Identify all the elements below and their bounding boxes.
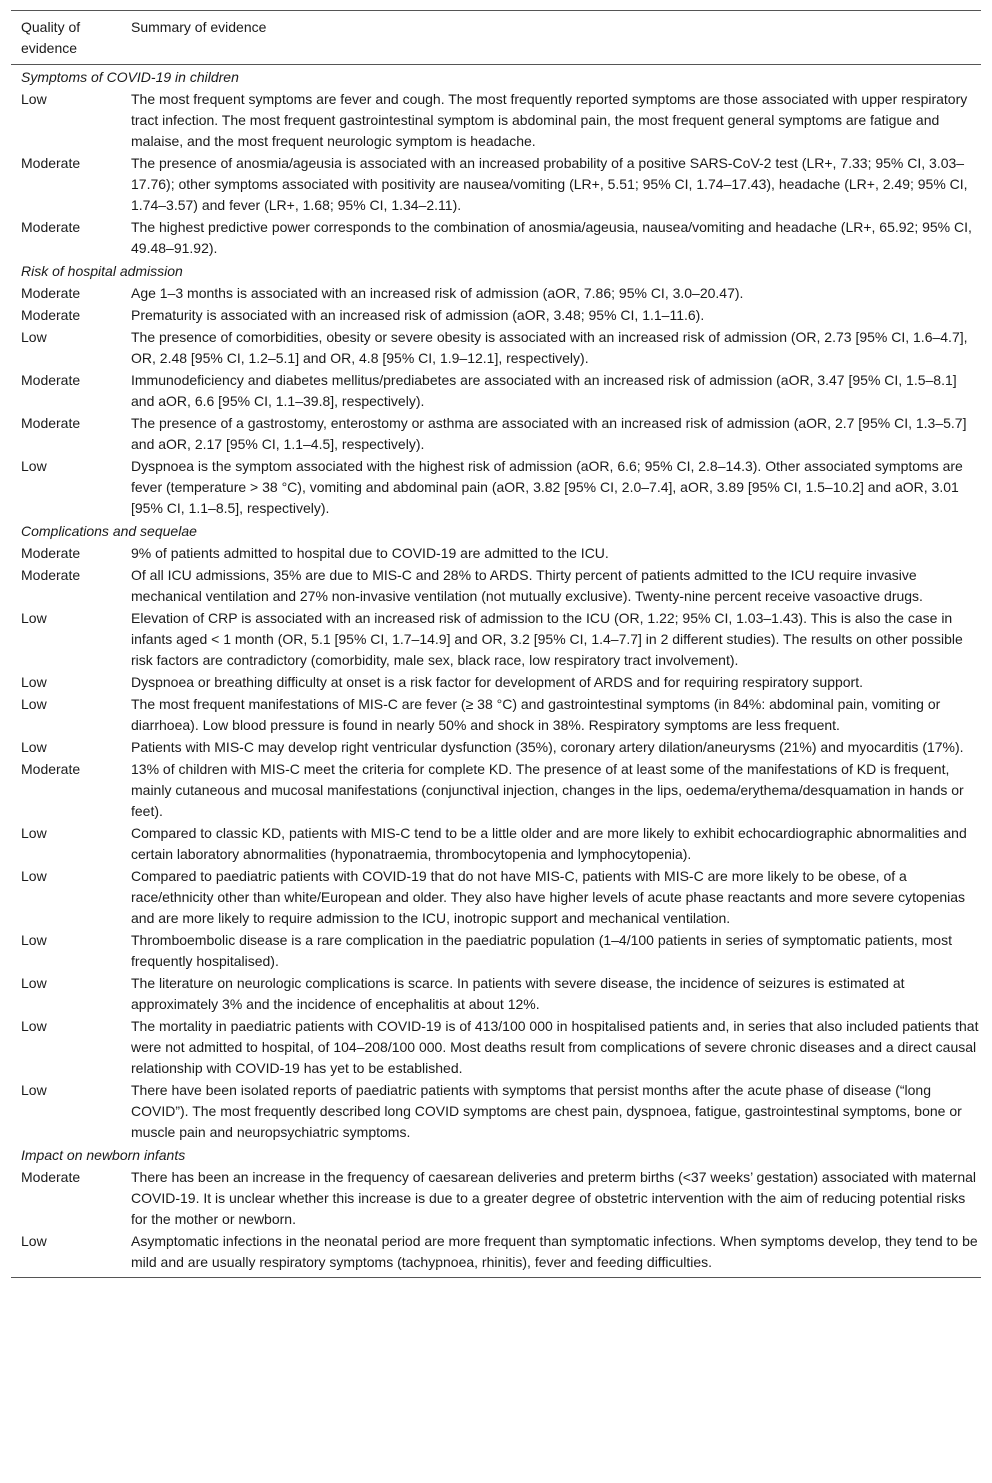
summary-cell: Compared to classic KD, patients with MIS-C tend to be a little older and are more likely to exhibit echocardiographic abnormalities and certain laboratory abnormalities (hyponatraemia, thrombocytopenia and lymphocytopenia). — [131, 825, 967, 862]
table-row — [11, 1015, 981, 1079]
table-row — [11, 304, 981, 326]
header-quality: Quality of evidence — [21, 19, 81, 56]
quality-cell: Low — [21, 458, 47, 474]
quality-cell: Low — [21, 868, 47, 884]
table-row — [11, 865, 981, 929]
quality-cell: Low — [21, 739, 47, 755]
quality-cell: Low — [21, 91, 47, 107]
summary-cell: Dyspnoea is the symptom associated with the highest risk of admission (aOR, 6.6; 95% CI, 2.8–14.3). Other associated symptoms are fever (temperature > 38 °C), vomiting and abdominal pain (aOR, 3.82 [95% CI, 2.0–7.4], aOR, 3.89 [95% CI, 1.5–10.2] and aOR, 3.01 [95% CI, 1.1–8.5], respectively). — [131, 458, 963, 516]
table-row — [11, 455, 981, 519]
table-row — [11, 607, 981, 671]
table-row — [11, 1079, 981, 1143]
evidence-table — [11, 10, 981, 1278]
section-row — [11, 65, 981, 89]
table-row — [11, 216, 981, 259]
table-row — [11, 542, 981, 564]
quality-cell: Moderate — [21, 1169, 81, 1185]
table-row — [11, 671, 981, 693]
summary-cell: Elevation of CRP is associated with an increased risk of admission to the ICU (OR, 1.22; 95% CI, 1.03–1.43). This is also the case in infants aged < 1 month (OR, 5.1 [95% CI, 1.7–14.9] and OR, 3.2 [95% CI, 1.4–7.7] in 2 different studies). The results on other possible risk factors are contradictory (comorbidity, male sex, black race, low respiratory tract involvement). — [131, 610, 963, 668]
quality-cell: Moderate — [21, 219, 81, 235]
section-title: Risk of hospital admission — [21, 263, 183, 279]
summary-cell: Immunodeficiency and diabetes mellitus/prediabetes are associated with an increased risk of admission (aOR, 3.47 [95% CI, 1.5–8.1] and aOR, 6.6 [95% CI, 1.1–39.8], respectively). — [131, 372, 957, 409]
table-row — [11, 564, 981, 607]
summary-cell: 13% of children with MIS-C meet the criteria for complete KD. The presence of at least some of the manifestations of KD is frequent, mainly cutaneous and mucosal manifestations (conjunctival injection, changes in the lips, oedema/erythema/desquamation in hands or feet). — [131, 761, 964, 819]
summary-cell: The highest predictive power corresponds to the combination of anosmia/ageusia, nausea/vomiting and headache (LR+, 65.92; 95% CI, 49.48–91.92). — [131, 219, 972, 256]
quality-cell: Low — [21, 610, 47, 626]
quality-cell: Low — [21, 825, 47, 841]
quality-cell: Moderate — [21, 545, 81, 561]
table-row — [11, 822, 981, 865]
quality-cell: Low — [21, 1233, 47, 1249]
table-row — [11, 326, 981, 369]
table-row — [11, 88, 981, 152]
summary-cell: Patients with MIS-C may develop right ventricular dysfunction (35%), coronary artery dilation/aneurysms (21%) and myocarditis (17%). — [131, 739, 964, 755]
summary-cell: 9% of patients admitted to hospital due to COVID-19 are admitted to the ICU. — [131, 545, 609, 561]
section-row — [11, 519, 981, 542]
section-title: Complications and sequelae — [21, 523, 197, 539]
table-row — [11, 1166, 981, 1230]
quality-cell: Moderate — [21, 372, 81, 388]
table-row — [11, 282, 981, 304]
summary-cell: Compared to paediatric patients with COVID-19 that do not have MIS-C, patients with MIS-C are more likely to be obese, of a race/ethnicity other than white/European and older. They also have higher levels of acute phase reactants and more severe cytopenias and are more likely to require admission to the ICU, inotropic support and mechanical ventilation. — [131, 868, 966, 926]
quality-cell: Moderate — [21, 415, 81, 431]
summary-cell: The presence of comorbidities, obesity or severe obesity is associated with an increased risk of admission (OR, 2.73 [95% CI, 1.6–4.7], OR, 2.48 [95% CI, 1.2–5.1] and OR, 4.8 [95% CI, 1.9–12.1], respectively). — [131, 329, 968, 366]
summary-cell: The literature on neurologic complications is scarce. In patients with severe disease, the incidence of seizures is estimated at approximately 3% and the incidence of encephalitis at about 12%. — [131, 975, 905, 1012]
table-body — [11, 65, 981, 1278]
summary-cell: Asymptomatic infections in the neonatal period are more frequent than symptomatic infections. When symptoms develop, they tend to be mild and are usually respiratory symptoms (tachypnoea, rhinitis), fever and feeding difficulties. — [131, 1233, 978, 1270]
quality-cell: Low — [21, 1018, 47, 1034]
quality-cell: Moderate — [21, 761, 81, 777]
table-row — [11, 1230, 981, 1278]
section-row — [11, 259, 981, 282]
table-row — [11, 369, 981, 412]
quality-cell: Low — [21, 696, 47, 712]
section-row — [11, 1143, 981, 1166]
summary-cell: Thromboembolic disease is a rare complication in the paediatric population (1–4/100 patients in series of symptomatic patients, most frequently hospitalised). — [131, 932, 952, 969]
quality-cell: Low — [21, 975, 47, 991]
quality-cell: Moderate — [21, 155, 81, 171]
summary-cell: Prematurity is associated with an increased risk of admission (aOR, 3.48; 95% CI, 1.1–11.6). — [131, 307, 705, 323]
section-title: Symptoms of COVID-19 in children — [21, 69, 239, 85]
summary-cell: Age 1–3 months is associated with an increased risk of admission (aOR, 7.86; 95% CI, 3.0–20.47). — [131, 285, 744, 301]
table-row — [11, 758, 981, 822]
summary-cell: There has been an increase in the frequency of caesarean deliveries and preterm births (<37 weeks’ gestation) associated with maternal COVID-19. It is unclear whether this increase is due to a greater degree of obstetric intervention with the aim of reducing potential risks for the mother or newborn. — [131, 1169, 977, 1227]
summary-cell: The mortality in paediatric patients with COVID-19 is of 413/100 000 in hospitalised patients and, in series that also included patients that were not admitted to hospital, of 104–208/100 000. Most deaths result from complications of severe chronic diseases and a direct causal relationship with COVID-19 has yet to be established. — [131, 1018, 979, 1076]
section-title: Impact on newborn infants — [21, 1147, 186, 1163]
table-row — [11, 736, 981, 758]
summary-cell: Of all ICU admissions, 35% are due to MIS-C and 28% to ARDS. Thirty percent of patients admitted to the ICU require invasive mechanical ventilation and 27% non-invasive ventilation (not mutually exclusive). Twenty-nine percent receive vasoactive drugs. — [131, 567, 923, 604]
table-row — [11, 152, 981, 216]
summary-cell: There have been isolated reports of paediatric patients with symptoms that persist months after the acute phase of disease (“long COVID”). The most frequently described long COVID symptoms are chest pain, dyspnoea, fatigue, gastrointestinal symptoms, bone or muscle pain and neuropsychiatric symptoms. — [131, 1082, 962, 1140]
evidence-table-container — [11, 10, 981, 1278]
header-summary: Summary of evidence — [131, 19, 267, 35]
table-row — [11, 412, 981, 455]
table-row — [11, 693, 981, 736]
summary-cell: The most frequent manifestations of MIS-C are fever (≥ 38 °C) and gastrointestinal symptoms (in 84%: abdominal pain, vomiting or diarrhoea). Low blood pressure is found in nearly 50% and shock in 38%. Respiratory symptoms are less frequent. — [131, 696, 941, 733]
header-row — [11, 11, 981, 65]
quality-cell: Low — [21, 329, 47, 345]
quality-cell: Low — [21, 1082, 47, 1098]
quality-cell: Low — [21, 932, 47, 948]
summary-cell: The presence of anosmia/ageusia is associated with an increased probability of a positive SARS-CoV-2 test (LR+, 7.33; 95% CI, 3.03–17.76); other symptoms associated with positivity are nausea/vomiting (LR+, 5.51; 95% CI, 1.74–17.43), headache (LR+, 2.49; 95% CI, 1.74–3.57) and fever (LR+, 1.68; 95% CI, 1.34–2.11). — [131, 155, 968, 213]
table-row — [11, 929, 981, 972]
quality-cell: Moderate — [21, 285, 81, 301]
summary-cell: The most frequent symptoms are fever and cough. The most frequently reported symptoms are those associated with upper respiratory tract infection. The most frequent gastrointestinal symptom is abdominal pain, the most frequent general symptoms are fatigue and malaise, and the most frequent neurologic symptom is headache. — [131, 91, 968, 149]
quality-cell: Moderate — [21, 307, 81, 323]
summary-cell: The presence of a gastrostomy, enterostomy or asthma are associated with an increased risk of admission (aOR, 2.7 [95% CI, 1.3–5.7] and aOR, 2.17 [95% CI, 1.1–4.5], respectively). — [131, 415, 967, 452]
table-row — [11, 972, 981, 1015]
quality-cell: Low — [21, 674, 47, 690]
table-header — [11, 11, 981, 65]
summary-cell: Dyspnoea or breathing difficulty at onset is a risk factor for development of ARDS and for requiring respiratory support. — [131, 674, 863, 690]
quality-cell: Moderate — [21, 567, 81, 583]
